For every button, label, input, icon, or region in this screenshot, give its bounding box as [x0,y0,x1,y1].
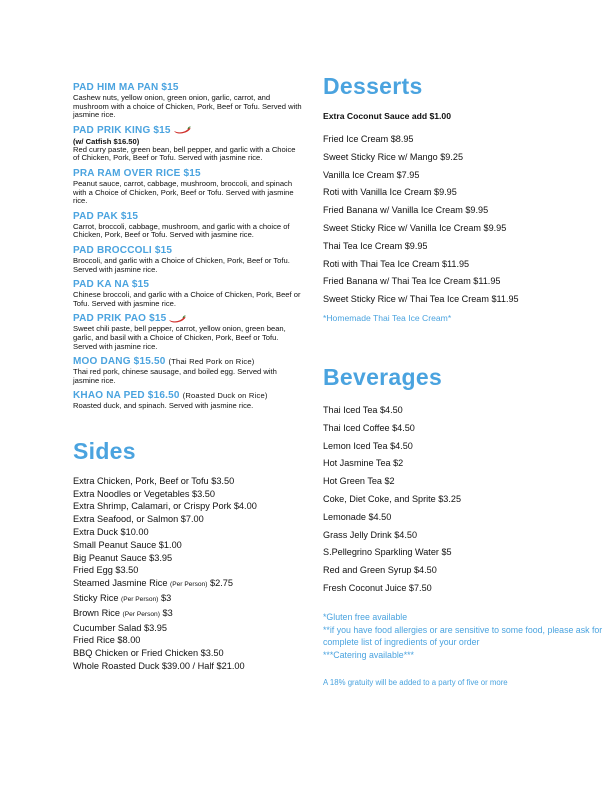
side-item [73,526,303,539]
dish-item [73,356,303,385]
dish-description: Thai red pork, chinese sausage, and boiled egg. Served with jasmine rice. [73,367,277,385]
dish-item [73,211,303,240]
beverage-item: Thai Iced Tea $4.50 [323,404,403,415]
dish-note: (Thai Red Pork on Rice) [168,357,255,367]
dessert-item: Vanilla Ice Cream $7.95 [323,169,420,180]
dish-item [73,125,303,163]
dessert-item: Fried Banana w/ Thai Tea Ice Cream $11.95 [323,276,501,287]
per-person-note: (Per Person) [121,596,159,604]
sides-list [73,475,303,673]
side-item-text: Brown Rice [73,607,120,618]
dessert-list [323,135,603,304]
side-item-text: Whole Roasted Duck $39.00 / Half $21.00 [73,661,245,672]
per-person-note: (Per Person) [170,581,208,589]
side-item-text: Small Peanut Sauce $1.00 [73,539,182,550]
catering-note: ***Catering available*** [323,650,414,661]
side-item [73,647,303,660]
side-item-text: Fried Egg $3.50 [73,565,139,576]
dish-description: Red curry paste, green bean, bell pepper, and garlic with a Choice of Chicken, Pork, Beef or Tofu. Served with jasmine rice. [73,144,296,163]
dessert-item: Thai Tea Ice Cream $9.95 [323,240,428,251]
side-item-text: Extra Noodles or Vegetables $3.50 [73,488,215,499]
dish-note: (Roasted Duck on Rice) [182,391,268,401]
allergy-note: **if you have food allergies or are sensitive to some food, please ask for complete list of ingredients of your order [323,624,603,648]
dish-name-text: PRA RAM OVER RICE $15 [73,167,201,179]
side-item-text: Sticky Rice [73,593,119,604]
dish-name [73,211,303,223]
side-item [73,500,303,513]
dish-name-text: PAD KA NA $15 [73,279,150,291]
side-item-price: $3 [162,607,173,618]
dessert-item: Sweet Sticky Rice w/ Thai Tea Ice Cream $11.95 [323,294,519,305]
dish-name-text: PAD BROCCOLI $15 [73,244,173,256]
dessert-item: Sweet Sticky Rice w/ Vanilla Ice Cream $9.95 [323,222,507,233]
dessert-item: Fried Banana w/ Vanilla Ice Cream $9.95 [323,205,489,216]
dish-name [73,125,303,137]
dish-description: Peanut sauce, carrot, cabbage, mushroom, broccoli, and spinach with a Choice of Chicken, Pork, Beef or Tofu. Served with jasmine rice. [73,178,294,206]
beverage-item: Coke, Diet Coke, and Sprite $3.25 [323,493,462,504]
side-item [73,660,303,673]
beverage-item: Lemonade $4.50 [323,511,392,522]
homemade-note: *Homemade Thai Tea Ice Cream* [323,312,452,323]
dish-item [73,245,303,274]
dish-name-text: PAD PAK $15 [73,210,139,222]
dish-description: Roasted duck, and spinach. Served with jasmine rice. [73,401,254,411]
chili-pepper-icon [168,315,186,323]
sides-title: Sides [73,437,136,464]
side-item-text: Extra Shrimp, Calamari, or Crispy Pork $4.00 [73,501,257,512]
beverage-item: Thai Iced Coffee $4.50 [323,422,415,433]
entree-list [73,82,303,411]
dish-description: Broccoli, and garlic with a Choice of Chicken, Pork, Beef or Tofu. Served with jasmine rice. [73,255,290,274]
right-column [323,72,603,687]
chili-pepper-icon [173,126,191,134]
side-item [73,634,303,647]
dessert-item: Fried Ice Cream $8.95 [323,134,414,144]
per-person-note: (Per Person) [122,610,160,618]
side-item-text: Cucumber Salad $3.95 [73,622,167,633]
dish-description: Sweet chili paste, bell pepper, carrot, yellow onion, green bean, garlic, and basil with a Choice of Chicken, Pork, Beef or Tofu. Served with jasmine rice. [73,324,286,351]
dish-name-text: MOO DANG $15.50 [73,356,166,368]
side-item-text: Extra Chicken, Pork, Beef or Tofu $3.50 [73,475,235,486]
beverage-list [323,406,603,593]
dish-item [73,279,303,308]
side-item [73,488,303,501]
dish-item [73,390,303,411]
beverage-item: Red and Green Syrup $4.50 [323,565,437,576]
coconut-sauce-note: Extra Coconut Sauce add $1.00 [323,111,451,121]
side-item [73,513,303,526]
dish-item [73,168,303,206]
beverage-item: Grass Jelly Drink $4.50 [323,529,418,540]
dish-description: Cashew nuts, yellow onion, green onion, garlic, carrot, and mushroom with a choice of Chicken, Pork, Beef or Tofu. Served with jasmine rice. [73,93,302,120]
gratuity-note: A 18% gratuity will be added to a party of five or more [323,677,508,687]
beverage-item: Hot Jasmine Tea $2 [323,458,404,469]
side-item-text: Steamed Jasmine Rice [73,578,168,589]
side-item [73,592,303,607]
beverages-title: Beverages [323,363,443,390]
dish-description: Carrot, broccoli, cabbage, mushroom, and garlic with a choice of Chicken, Pork, Beef or Tofu. Served with jasmine rice. [73,221,290,240]
dish-item [73,313,303,351]
beverage-item: S.Pellegrino Sparkling Water $5 [323,547,452,558]
side-item [73,622,303,635]
side-item-text: Extra Duck $10.00 [73,527,149,538]
dish-item [73,82,303,120]
dish-name-text: PAD PRIK KING $15 [73,124,171,136]
side-item-price: $2.75 [209,578,233,589]
footnotes [323,611,603,662]
side-item [73,577,303,592]
dessert-item: Roti with Thai Tea Ice Cream $11.95 [323,258,470,269]
dish-name-text: KHAO NA PED $16.50 [73,390,180,402]
dessert-item: Roti with Vanilla Ice Cream $9.95 [323,187,457,198]
gluten-free-note: *Gluten free available [323,611,408,622]
side-item [73,564,303,577]
left-column [73,82,303,673]
side-item-text: Fried Rice $8.00 [73,635,141,646]
dish-subtitle: (w/ Catfish $16.50) [73,136,140,146]
beverage-item: Fresh Coconut Juice $7.50 [323,582,432,593]
dish-name-text: PAD PRIK PAO $15 [73,313,167,325]
dish-name-text: PAD HIM MA PAN $15 [73,82,179,93]
beverage-item: Hot Green Tea $2 [323,476,395,487]
dish-description: Chinese broccoli, and garlic with a Choice of Chicken, Pork, Beef or Tofu. Served with jasmine rice. [73,290,301,308]
side-item [73,539,303,552]
desserts-title: Desserts [323,73,423,99]
side-item-price: $3 [160,593,172,604]
side-item-text: Extra Seafood, or Salmon $7.00 [73,514,204,525]
side-item [73,552,303,565]
beverage-item: Lemon Iced Tea $4.50 [323,440,413,451]
dessert-item: Sweet Sticky Rice w/ Mango $9.25 [323,151,464,162]
side-item [73,607,303,622]
side-item-text: BBQ Chicken or Fried Chicken $3.50 [73,648,224,659]
side-item [73,475,303,488]
side-item-text: Big Peanut Sauce $3.95 [73,552,173,563]
